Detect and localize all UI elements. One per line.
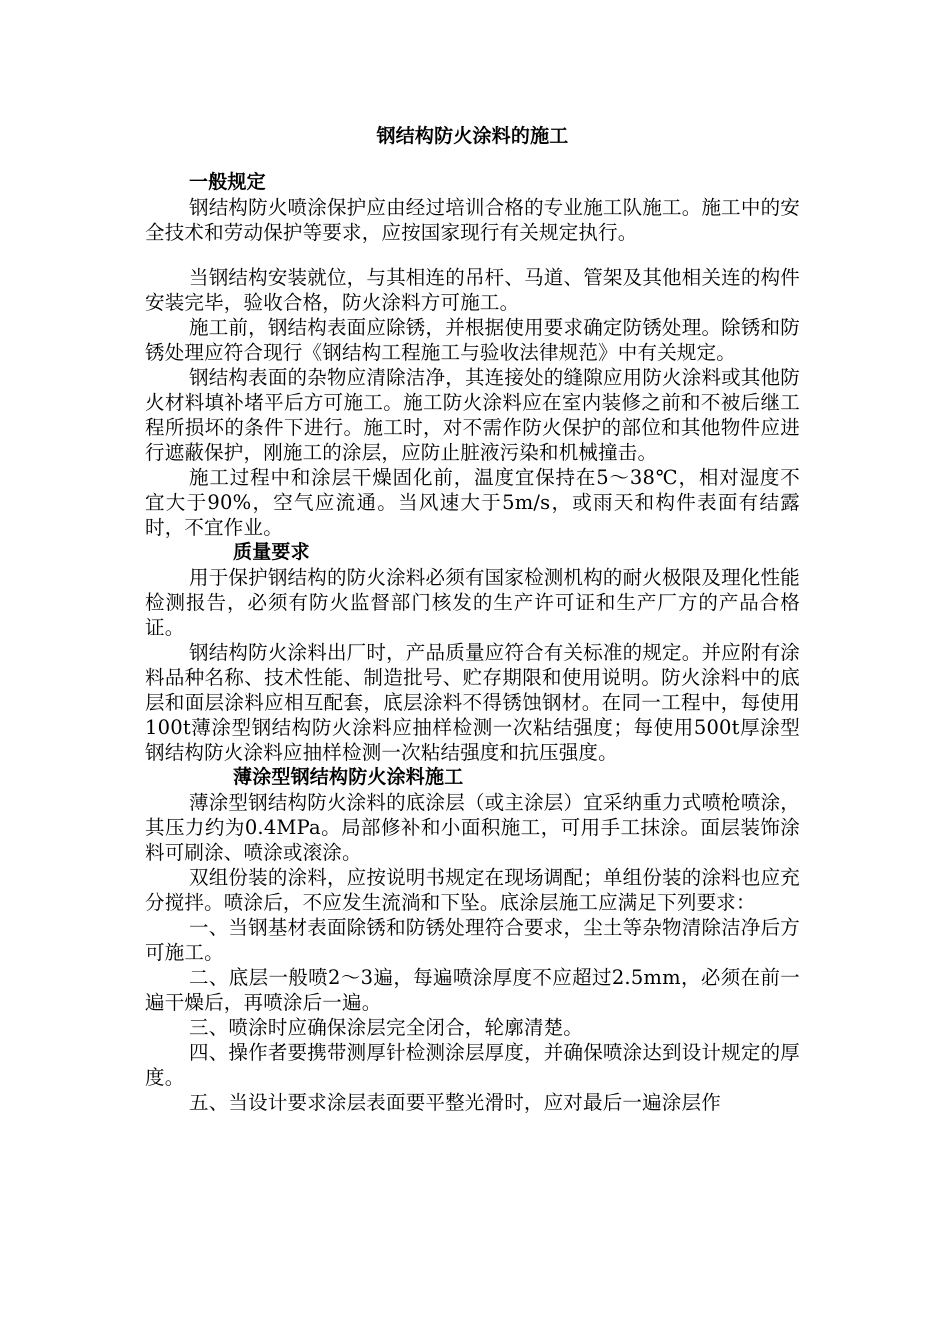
section-heading-general: 一般规定 <box>189 171 266 193</box>
paragraph: 当钢结构安装就位，与其相连的吊杆、马道、管架及其他相关连的构件安装完毕，验收合格，防火涂料方可施工。 <box>145 266 800 314</box>
document-title: 钢结构防火涂料的施工 <box>376 125 569 147</box>
paragraph: 用于保护钢结构的防火涂料必须有国家检测机构的耐火极限及理化性能检测报告，必须有防火监督部门核发的生产许可证和生产厂方的产品合格证。 <box>145 566 800 639</box>
paragraph-gap <box>145 245 800 265</box>
paragraph: 四、操作者要携带测厚针检测涂层厚度，并确保喷涂达到设计规定的厚度。 <box>145 1041 800 1089</box>
paragraph: 五、当设计要求涂层表面要平整光滑时，应对最后一遍涂层作 <box>189 1091 721 1114</box>
paragraph: 施工过程中和涂层干燥固化前，温度宜保持在5～38℃，相对湿度不宜大于90%，空气应流通。当风速大于5m/s，或雨天和构件表面有结露时，不宜作业。 <box>145 466 800 539</box>
paragraph: 钢结构防火喷涂保护应由经过培训合格的专业施工队施工。施工中的安全技术和劳动保护等要求，应按国家现行有关规定执行。 <box>145 196 800 244</box>
section-heading-quality: 质量要求 <box>233 541 310 563</box>
section-heading-thin-coating: 薄涂型钢结构防火涂料施工 <box>233 766 464 788</box>
paragraph: 钢结构防火涂料出厂时，产品质量应符合有关标准的规定。并应附有涂料品种名称、技术性能、制造批号、贮存期限和使用说明。防火涂料中的底层和面层涂料应相互配套，底层涂料不得锈蚀钢材。在同一工程中，每使用100t薄涂型钢结构防火涂料应抽样检测一次粘结强度；每使用500t厚涂型钢结构防火涂料应抽样检测一次粘结强度和抗压强度。 <box>145 641 800 764</box>
document-body <box>145 122 800 1115</box>
paragraph: 薄涂型钢结构防火涂料的底涂层（或主涂层）宜采纳重力式喷枪喷涂，其压力约为0.4MPa。局部修补和小面积施工，可用手工抹涂。面层装饰涂料可刷涂、喷涂或滚涂。 <box>145 791 800 864</box>
section-thin-coating <box>145 765 800 1115</box>
paragraph: 钢结构表面的杂物应清除洁净，其连接处的缝隙应用防火涂料或其他防火材料填补堵平后方可施工。施工防火涂料应在室内装修之前和不被后继工程所损坏的条件下进行。施工时，对不需作防火保护的部位和其他物件应进行遮蔽保护，刚施工的涂层，应防止脏液污染和机械撞击。 <box>145 366 800 464</box>
paragraph: 双组份装的涂料，应按说明书规定在现场调配；单组份装的涂料也应充分搅拌。喷涂后，不应发生流淌和下坠。底涂层施工应满足下列要求： <box>145 866 800 914</box>
paragraph: 一、当钢基材表面除锈和防锈处理符合要求，尘土等杂物清除洁净后方可施工。 <box>145 916 800 964</box>
section-general <box>145 170 800 540</box>
paragraph: 三、喷涂时应确保涂层完全闭合，轮廓清楚。 <box>189 1016 584 1039</box>
paragraph: 施工前，钢结构表面应除锈，并根据使用要求确定防锈处理。除锈和防锈处理应符合现行《钢结构工程施工与验收法律规范》中有关规定。 <box>145 316 800 364</box>
paragraph: 二、底层一般喷2～3遍，每遍喷涂厚度不应超过2.5mm，必须在前一遍干燥后，再喷涂后一遍。 <box>145 966 800 1014</box>
section-quality <box>145 540 800 765</box>
